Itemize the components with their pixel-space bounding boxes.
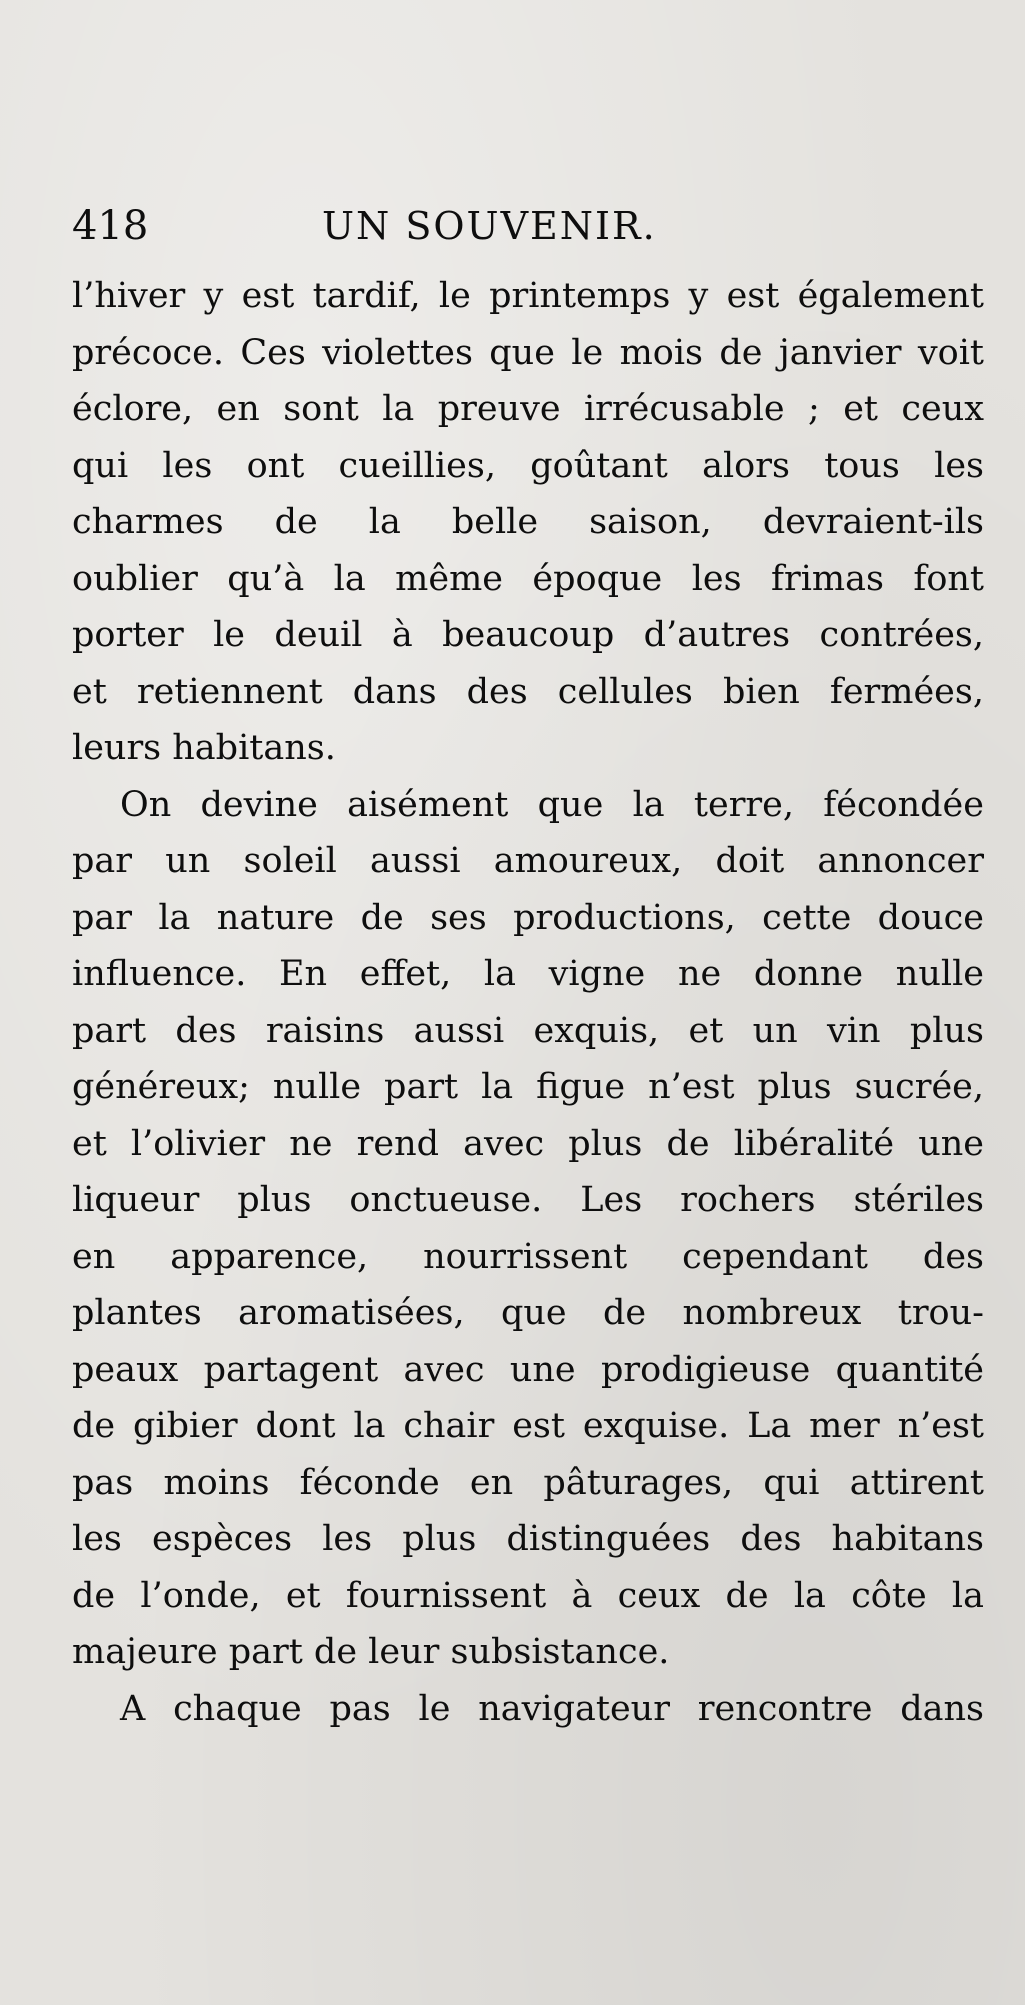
body-text [72, 268, 984, 1737]
text-line: majeure part de leur subsistance. [72, 1632, 670, 1672]
text-line: l’hiver y est tardif, le printemps y est également [72, 276, 984, 316]
page-header [72, 196, 972, 256]
text-line: liqueur plus onctueuse. Les rochers stériles [72, 1180, 984, 1220]
text-line: précoce. Ces violettes que le mois de janvier voit [72, 332, 984, 373]
text-line: les espèces les plus distinguées des habitans [72, 1519, 984, 1559]
text-line: de l’onde, et fournissent à ceux de la côte la [72, 1575, 984, 1616]
text-line: porter le deuil à beaucoup d’autres contrées, [72, 615, 984, 655]
text-line: par un soleil aussi amoureux, doit annoncer [72, 841, 984, 881]
paragraph [72, 268, 984, 777]
text-line: pas moins féconde en pâturages, qui attirent [72, 1462, 984, 1503]
text-line: généreux; nulle part la figue n’est plus sucrée, [72, 1067, 984, 1107]
text-line: oublier qu’à la même époque les frimas font [72, 558, 984, 599]
text-line: A chaque pas le navigateur rencontre dans [120, 1688, 984, 1729]
text-line: part des raisins aussi exquis, et un vin plus [72, 1010, 984, 1051]
text-line: de gibier dont la chair est exquise. La mer n’est [72, 1406, 984, 1446]
text-line: et l’olivier ne rend avec plus de libéralité une [72, 1123, 984, 1164]
text-line: charmes de la belle saison, devraient-ils [72, 502, 984, 542]
paragraph [72, 1681, 984, 1738]
text-line: par la nature de ses productions, cette douce [72, 897, 984, 938]
text-line: qui les ont cueillies, goûtant alors tous les [72, 445, 984, 486]
text-line: éclore, en sont la preuve irrécusable ; et ceux [72, 389, 984, 429]
text-line: peaux partagent avec une prodigieuse quantité [72, 1349, 984, 1390]
text-line: On devine aisément que la terre, fécondée [120, 784, 984, 825]
text-line: leurs habitans. [72, 728, 336, 768]
text-line: influence. En effet, la vigne ne donne nulle [72, 954, 984, 994]
text-line: et retiennent dans des cellules bien fermées, [72, 671, 984, 712]
paragraph [72, 777, 984, 1681]
text-line: en apparence, nourrissent cependant des [72, 1236, 984, 1277]
running-title: UN SOUVENIR. [322, 204, 657, 248]
text-line: plantes aromatisées, que de nombreux trou- [72, 1293, 984, 1333]
page-number: 418 [72, 203, 149, 249]
